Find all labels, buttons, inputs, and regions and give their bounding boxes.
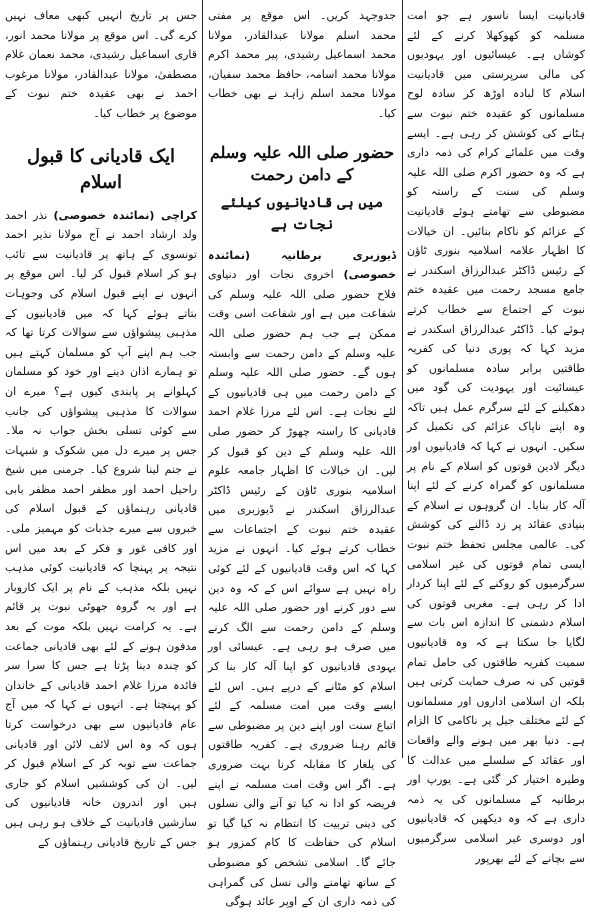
column-divider <box>202 0 203 758</box>
column-divider <box>402 0 403 758</box>
article-body <box>5 206 197 853</box>
middle-column <box>203 0 401 909</box>
article-dateline: کراچی (نمائندہ خصوصی) <box>53 208 198 222</box>
article-body-text: نذر احمد ولد ارشاد احمد نے آج مولانا نذیر احمد تونسوی کے ہاتھ پر قادیانیت سے تائب ہو کر اسلام قبول کر لیا۔ اس موقع پر انہوں نے اپنے قبول اسلام کی وجوہات بتاتے ہوئے کہا کہ میں قادیانیوں کے مذہبی پیشواؤں سے سوالات کرتا تھا کہ جب ہم اپنے آپ کو مسلمان کہتے ہیں تو ہمارے اذان دینے اور خود کو مسلمان کہلوانے پر پابندی کیوں ہے؟ میرے ان سوالات کا مذہبی پیشواؤں کی جانب سے کوئی تسلی بخش جواب نہ ملا۔ جس پر میرے دل میں شکوک و شبہات نے جنم لینا شروع کیا۔ جرمنی میں شیخ راحیل احمد اور مظفر احمد مظفر بابی قادیانی رہنماؤں کے قبول اسلام کی خبروں سے میرے جذبات کو مہمیز ملی۔ اور کافی غور و فکر کے بعد میں اس نتیجہ پر پہنچا کہ قادیانیت کوئی مذہب نہیں بلکہ مذہب کے نام پر ایک کاروبار ہے اور یہ گروہ جھوٹی نبوت پر قائم ہے۔ یہ کرامت نہیں بلکہ موت کے بعد مدفون ہونے کے لئے بھی قادیانی جماعت کو چندہ دینا پڑتا ہے جس کا سرا سر فائدہ مرزا غلام احمد قادیانی کے خاندان کو پہنچتا ہے۔ انہوں نے کہا کہ میں آج عام قادیانیوں سے بھی درخواست کرتا ہوں کہ وہ اس لائف لائن اور قادیانی جماعت سے توبہ کر کے اسلام قبول کر لیں۔ ان کی کوششیں اسلام کو جاری ہیں اور اندرون خانہ قادیانیوں کی سازشیں قادیانیت کے خلاف ہو رہی ہیں جس کے تاریخ قادیانی رہنماؤں کے <box>5 208 197 849</box>
left-column-intro-text: جس پر تاریخ انہیں کبھی معاف نہیں کرے گی۔ اس موقع پر مولانا محمد انور، قاری اسماعیل رشیدی، محمد نعمان غلام مصطفیٰ، مولانا عبدالقادر، مولانا مرغوب احمد نے بھی عقیدہ ختم نبوت کے موضوع پر خطاب کیا۔ <box>5 9 197 120</box>
article-body-text: اخروی نجات اور دنیاوی فلاح حضور صلی اللہ علیہ وسلم کی شفاعت میں ہے اور شفاعت اسی وقت ممکن ہے جب ہم حضور صلی اللہ علیہ وسلم کے دامن رحمت سے وابستہ ہوں گے۔ حضور صلی اللہ علیہ وسلم کے دامن رحمت میں ہی قادیانیوں کے لئے نجات ہے۔ اس لئے مرزا غلام احمد قادیانی کا راستہ چھوڑ کر حضور صلی اللہ علیہ وسلم کے دین کو قبول کر لیں۔ ان خیالات کا اظہار جامعہ علوم اسلامیہ بنوری ٹاؤن کے رئیس ڈاکٹر عبدالرزاق اسکندر نے ڈیوزبری میں عقیدہ ختم نبوت کے اجتماعات سے خطاب کرتے ہوئے کیا۔ انہوں نے مزید کہا کہ اس وقت قادیانیوں کے لئے کوئی راہ نہیں ہے سوائے اس کے کہ وہ دین سے دور کرنے اور حضور صلی اللہ علیہ وسلم کے دامن رحمت سے الگ کرنے میں صرف ہو رہی ہے۔ عیسائی اور یہودی قادیانیوں کو اپنا آلہ کار بنا کر اسلام کو مٹانے کے درپے ہیں۔ اس لئے ایسے وقت میں امت مسلمہ کے لئے اتباع سنت اور اپنے دین پر مضبوطی سے قائم رہنا ضروری ہے۔ کفریہ طاقتوں کی یلغار کا مقابلہ کرنا بہت ضروری ہے۔ اگر اس وقت امت مسلمہ نے اپنے فریضہ کو ادا نہ کیا تو آنے والی نسلوں کی دینی تربیت کا انتظام نہ کیا گیا تو اسلام کی حفاظت کا کام کمزور ہو جائے گا۔ اسلامی تشخص کو مضبوطی کے ساتھ تھامنے والی نسل کی گمراہی کی ذمہ داری ان کے اوپر عائد ہوگی <box>208 268 396 909</box>
middle-column-intro-text: جدوجہد کریں۔ اس موقع پر مفتی محمد اسلم مولانا عبدالقادر، مولانا محمد اسماعیل رشیدی، پیر محمد اکرم مولانا محمد اسامہ، حافظ محمد سفیان، مولانا محمد اسلم زاہد نے بھی خطاب کیا۔ <box>208 9 396 120</box>
article-dateline: ڈیوزبری برطانیہ (نمائندہ خصوصی) <box>208 248 396 282</box>
right-column <box>402 0 590 865</box>
article-headline: حضور صلی اللہ علیہ وسلم کے دامن رحمت <box>209 142 395 184</box>
left-column <box>0 0 202 849</box>
article-body <box>208 246 396 912</box>
article-headline: ایک قادیانی کا قبول اسلام <box>27 145 175 193</box>
article-headline-line-2: میں ہی قادیانیوں کیلئے نجات ہے <box>220 194 384 233</box>
right-column-article-text: قادیانیت ایسا ناسور ہے جو امت مسلمہ کو کھوکھلا کرنے کے لئے کوشاں ہے۔ عیسائیوں اور یہودیوں کی مالی سرپرستی میں قادیانیت اسلام کا لبادہ اوڑھ کر سادہ لوح مسلمانوں کو عقیدہ ختم نبوت سے ہٹانے کی کوشش کر رہی ہے۔ ایسے وقت میں علمائے کرام کی ذمہ داری ہے کہ وہ حضور اکرم صلی اللہ علیہ وسلم کی سنت کے راستہ کو مضبوطی سے تھامتے ہوئے قادیانیت کے عزائم کو ناکام بنائیں۔ ان خیالات کا اظہار علامہ اسلامیہ بنوری ٹاؤن کے رئیس ڈاکٹر عبدالرزاق اسکندر نے جامع مسجد رحمت میں عقیدہ ختم نبوت کے اجتماع سے خطاب کرتے ہوئے کیا۔ ڈاکٹر عبدالرزاق اسکندر نے مزید کہا کہ پوری دنیا کی کفریہ طاقتیں برابر سادہ مسلمانوں کو عیسائیت اور یہودیت کی گود میں دھکیلنے کے لئے سرگرم عمل ہیں تاکہ وہ اپنے ناپاک عزائم کی تکمیل کر سکیں۔ انہوں نے کہا کہ قادیانیوں اور دیگر لادین قوتوں کو اسلام کے نام پر مسلمانوں کو گمراہ کرنے کے لئے اپنا آلہ کار بنایا۔ ان گروہوں نے اسلام کے بنیادی عقائد پر زد ڈالنے کی کوشش کی۔ عالمی مجلس تحفظ ختم نبوت ایسی تمام قوتوں کی غیر اسلامی سرگرمیوں کو روکنے کے لئے اپنا کردار ادا کر رہی ہے۔ مغربی قوتوں کی اسلام دشمنی کا اندازہ اس بات سے لگایا جا سکتا ہے کہ وہ قادیانیوں سمیت کفریہ طاقتوں کی حامل تمام قوتیں کی نہ صرف حمایت کرتی ہیں بلکہ ان اسلامی اداروں اور مسلمانوں کے لئے مختلف جیل پر ناکامی کا الزام ہے۔ دنیا بھر میں ہونے والے واقعات اور عقائد کے سلسلے میں عدالت کا وطیرہ اختیار کر گئی ہے۔ یورپ اور برطانیہ کے مسلمانوں کی یہ ذمہ داری ہے کہ وہ دیکھیں کہ قادیانیوں اور دوسری غیر اسلامی سرگرمیوں سے بچانے کے لئے بھرپور <box>407 9 585 865</box>
